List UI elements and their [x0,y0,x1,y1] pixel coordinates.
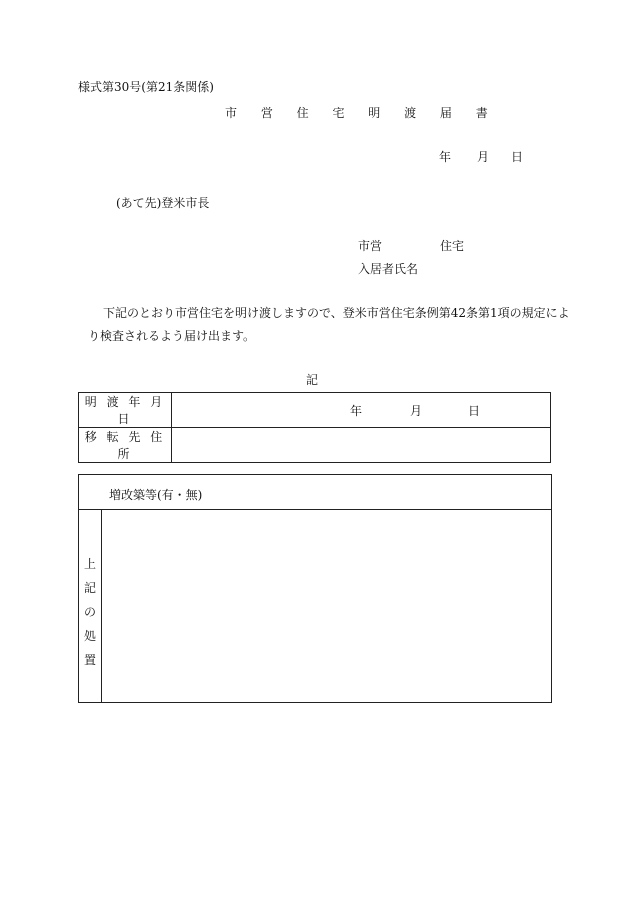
renovation-content-area[interactable] [102,510,551,702]
applicant-shiei: 市営 [358,239,383,253]
body-line-1: 下記のとおり市営住宅を明け渡しますので、登米市営住宅条例第42条第1項の規定によ [103,306,570,320]
renovation-side-column [79,510,102,702]
date-day: 日 [511,150,524,164]
addressee: (あて先)登米市長 [116,196,210,210]
ki-label: 記 [306,373,319,387]
moving-date-field[interactable] [172,393,551,428]
table-row [79,428,551,463]
table-label-moving-date: 明 渡 年 月 日 [79,393,172,428]
table-label-new-address: 移 転 先 住 所 [79,428,172,463]
renovation-side-label: 上記の処置 [84,557,97,667]
date-month: 月 [477,150,490,164]
moving-date-year: 年 [350,404,363,418]
renovation-header [79,475,551,510]
renovation-header-text: 増改築等(有・無) [109,488,203,502]
moving-date-month: 月 [410,404,423,418]
form-number: 様式第30号(第21条関係) [78,80,214,94]
page-title: 市 営 住 宅 明 渡 届 書 [225,106,498,120]
renovation-box [78,474,552,703]
body-line-2: り検査されるよう届け出ます。 [88,329,256,343]
date-year: 年 [439,150,452,164]
moving-date-day: 日 [468,404,481,418]
table-row [79,393,551,428]
info-table [78,392,551,463]
new-address-field[interactable] [172,428,551,463]
applicant-name-label: 入居者氏名 [358,262,419,276]
applicant-jutaku: 住宅 [440,239,465,253]
